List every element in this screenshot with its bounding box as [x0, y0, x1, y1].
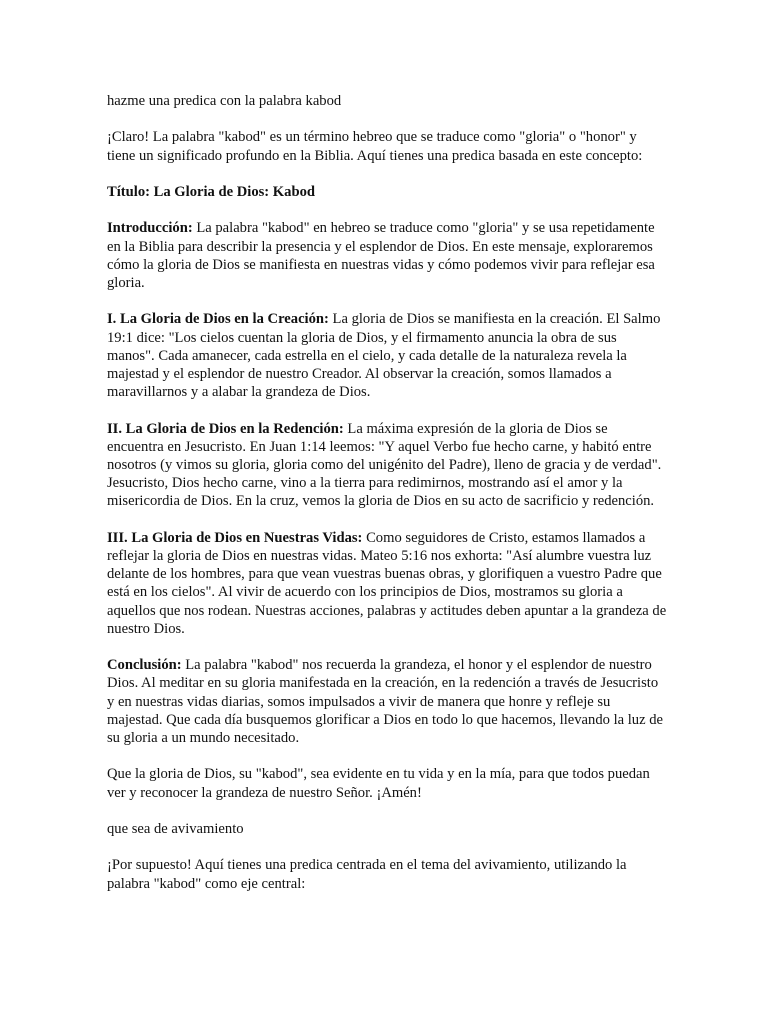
section-creation-heading: I. La Gloria de Dios en la Creación:: [107, 311, 329, 328]
conclusion-text: La palabra "kabod" nos recuerda la grandeza, el honor y el esplendor de nuestro Dios. Al meditar en su gloria manifestada en la creación, en la redención a través de Jesucristo y en nuestras vidas diarias, somos impulsados a vivir de manera que honre y refleje su majestad. Que cada día busquemos glorificar a Dios en todo lo que hacemos, llevando la luz de su gloria a un mundo necesitado.: [107, 657, 664, 746]
section-redemption-paragraph: [107, 420, 667, 511]
closing-paragraph: Que la gloria de Dios, su "kabod", sea evidente en tu vida y en la mía, para que todos puedan ver y reconocer la grandeza de nuestro Señor. ¡Amén!: [107, 766, 650, 801]
conclusion-heading: Conclusión:: [107, 657, 182, 674]
assistant-intro-reply: ¡Claro! La palabra "kabod" es un término hebreo que se traduce como "gloria" o "honor" y tiene un significado profundo en la Biblia. Aquí tienes una predica basada en este concepto:: [107, 129, 643, 164]
user-prompt-1: hazme una predica con la palabra kabod: [107, 93, 342, 109]
section-creation-text: La gloria de Dios se manifiesta en la creación. El Salmo 19:1 dice: "Los cielos cuentan la gloria de Dios, y el firmamento anuncia la obra de sus manos". Cada amanecer, cada estrella en el cielo, y cada detalle de la naturaleza revela la majestad y el esplendor de nuestro Creador. Al observar la creación, somos llamados a maravillarnos y a alabar la grandeza de Dios.: [107, 311, 661, 401]
sermon-title: Título: La Gloria de Dios: Kabod: [107, 183, 315, 200]
section-creation-paragraph: [107, 310, 667, 401]
section-redemption-text: La máxima expresión de la gloria de Dios se encuentra en Jesucristo. En Juan 1:14 leemos: "Y aquel Verbo fue hecho carne, y habitó entre nosotros (y vimos su gloria, gloria como del unigénito del Padre), lleno de gracia y de verdad". Jesucristo, Dios hecho carne, vino a la tierra para redimirnos, mostrando así el amor y la misericordia de Dios. En la cruz, vemos la gloria de Dios en su acto de sacrificio y redención.: [107, 420, 662, 510]
assistant-reply-2: ¡Por supuesto! Aquí tienes una predica centrada en el tema del avivamiento, utilizando la palabra "kabod" como eje central:: [107, 857, 627, 892]
user-prompt-2: que sea de avivamiento: [107, 820, 244, 837]
introduction-heading: Introducción:: [107, 220, 193, 237]
section-lives-heading: III. La Gloria de Dios en Nuestras Vidas:: [107, 529, 363, 546]
introduction-paragraph: [107, 219, 667, 292]
document-page: [107, 92, 667, 911]
section-lives-text: Como seguidores de Cristo, estamos llamados a reflejar la gloria de Dios en nuestras vidas. Mateo 5:16 nos exhorta: "Así alumbre vuestra luz delante de los hombres, para que vean vuestras buenas obras, y glorifiquen a vuestro Padre que está en los cielos". Al vivir de acuerdo con los principios de Dios, mostramos su gloria a aquellos que nos rodean. Nuestras acciones, palabras y actitudes deben apuntar a la grandeza de nuestro Dios.: [107, 529, 667, 637]
section-lives-paragraph: [107, 529, 667, 638]
conclusion-paragraph: [107, 656, 667, 747]
section-redemption-heading: II. La Gloria de Dios en la Redención:: [107, 420, 344, 437]
introduction-text: La palabra "kabod" en hebreo se traduce como "gloria" y se usa repetidamente en la Biblia para describir la presencia y el esplendor de Dios. En este mensaje, exploraremos cómo la gloria de Dios se manifiesta en nuestras vidas y cómo podemos vivir para reflejar esa gloria.: [107, 220, 655, 291]
